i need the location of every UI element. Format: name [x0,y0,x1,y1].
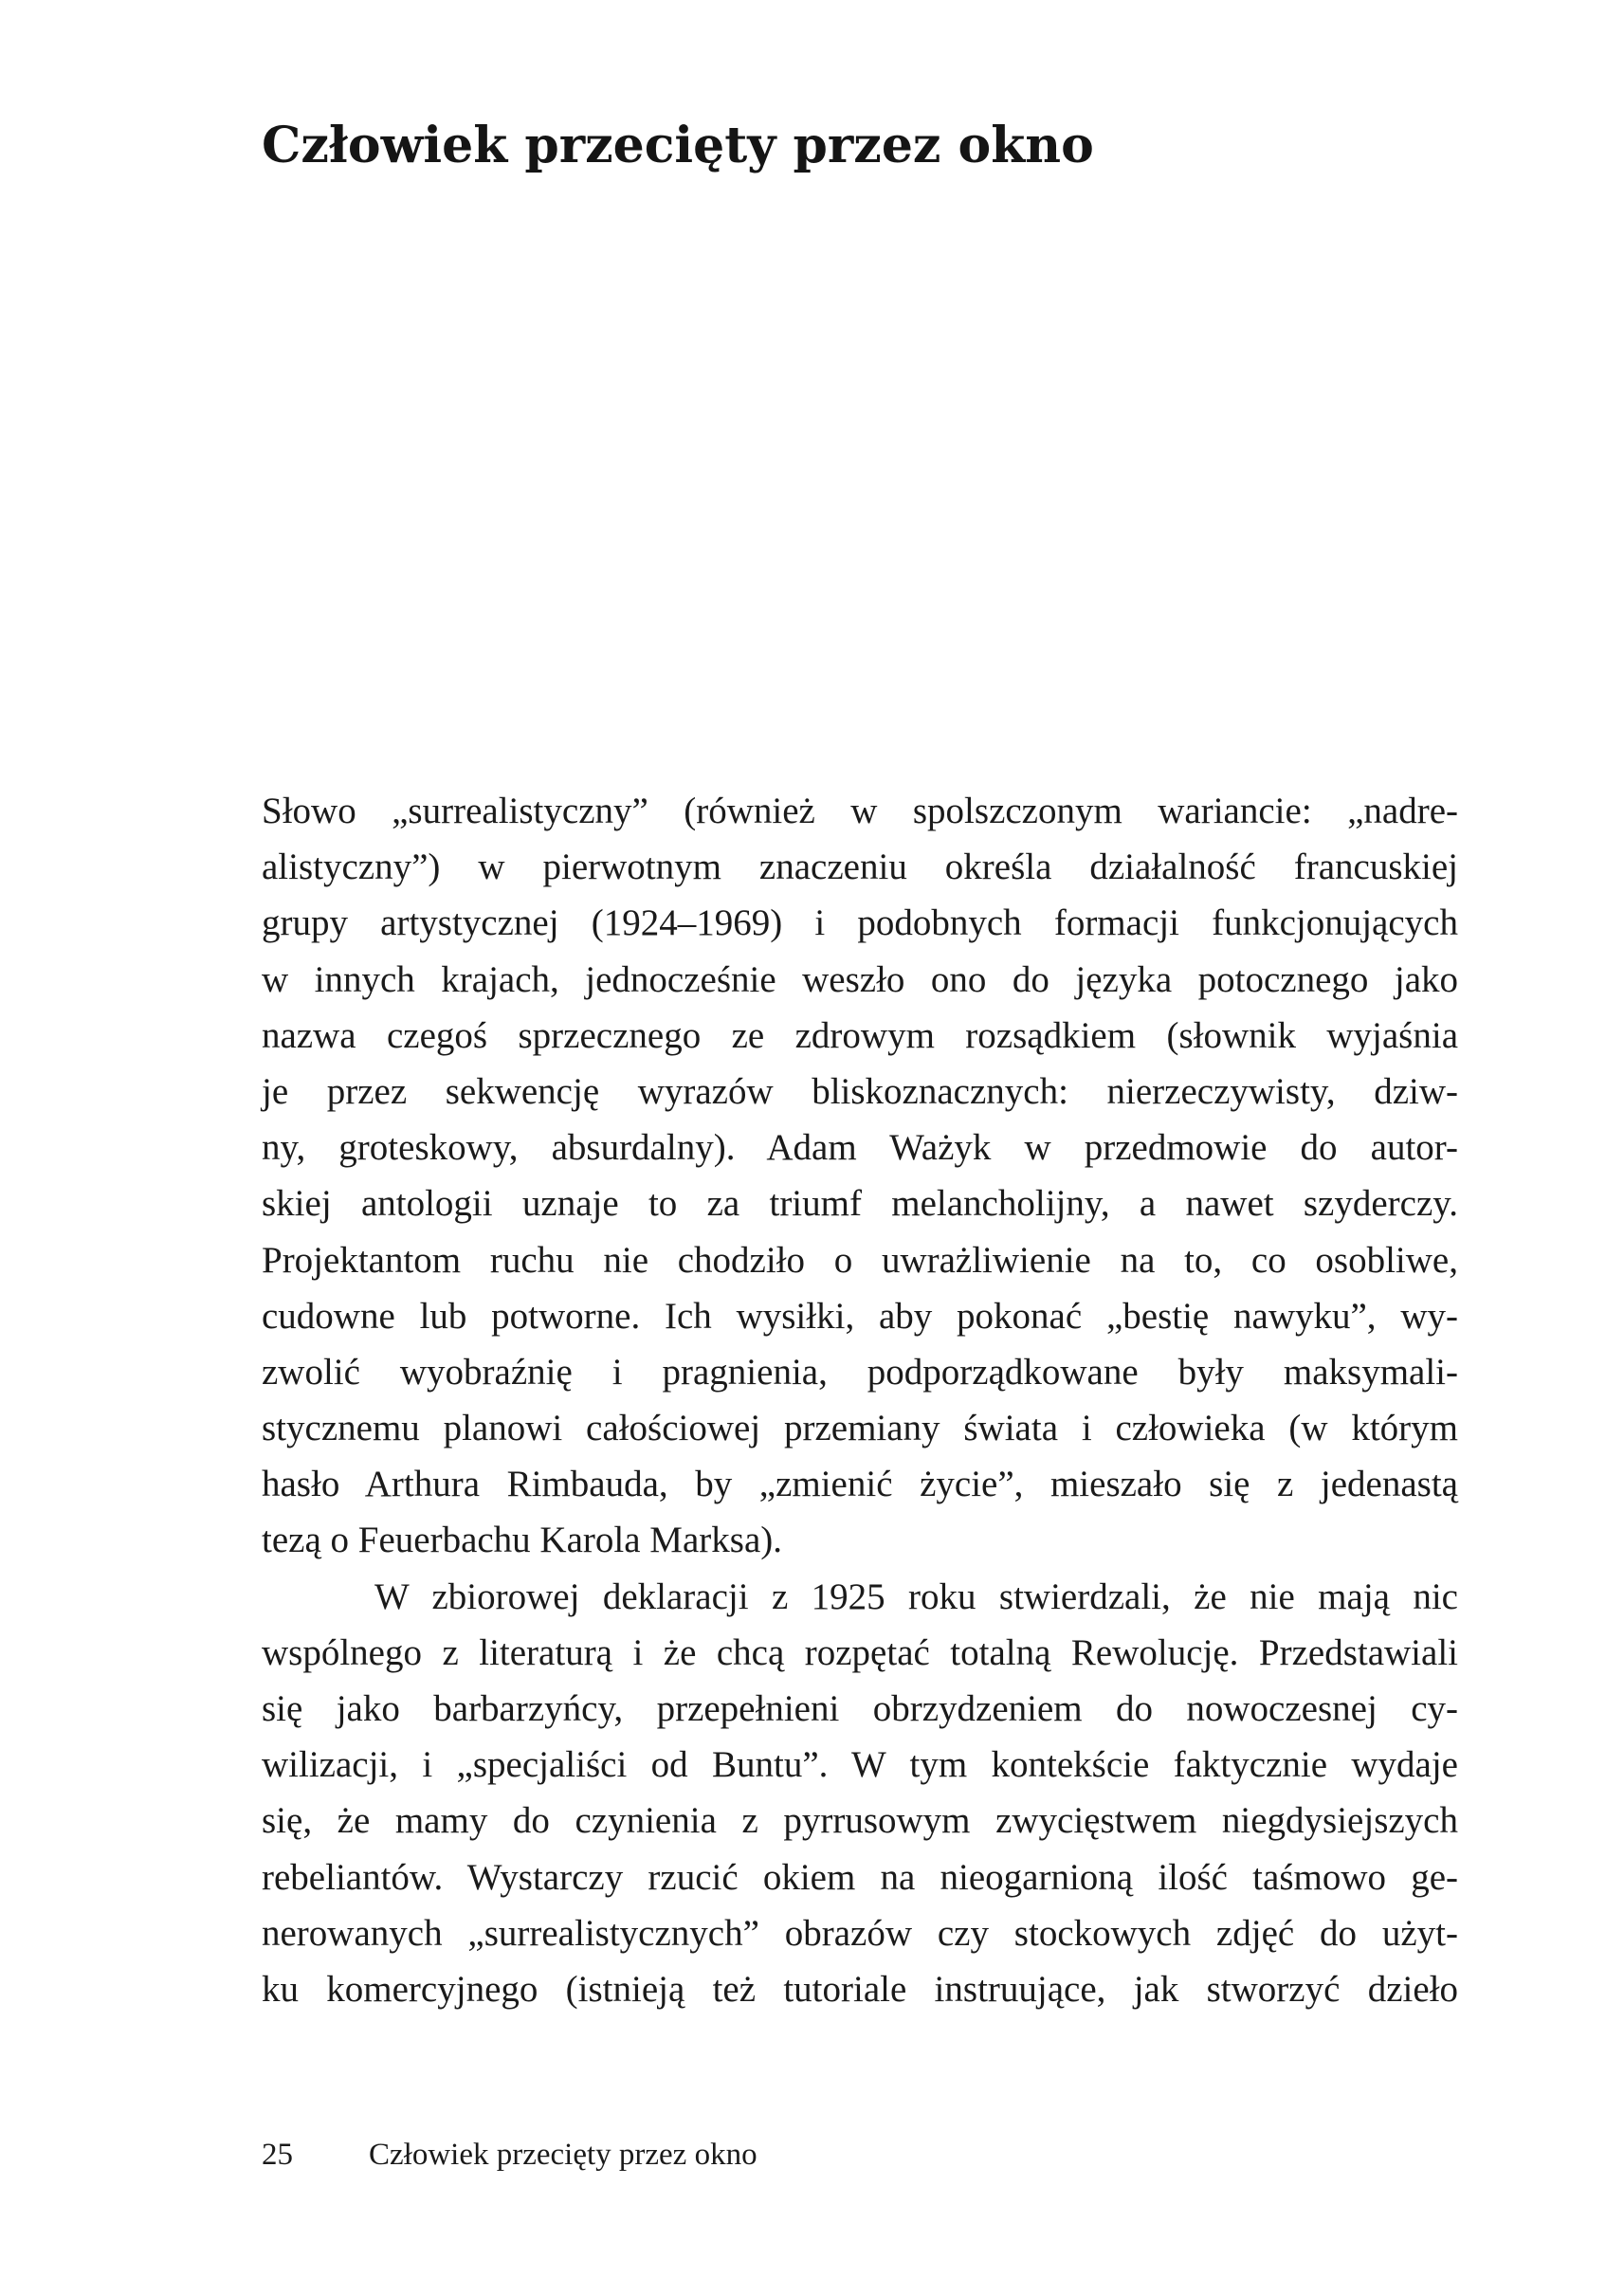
text-line: nerowanych „surrealistycznych” obrazów czy stockowych zdjęć do użyt- [262,1912,1458,1954]
text-line: się, że mamy do czynienia z pyrrusowym zwycięstwem niegdysiejszych [262,1800,1458,1842]
text-line: rebeliantów. Wystarczy rzucić okiem na nieogarnioną ilość taśmowo ge- [262,1856,1458,1898]
chapter-title: Człowiek przecięty przez okno [262,117,1094,174]
text-line: Słowo „surrealistyczny” (również w spolszczonym wariancie: „nadre- [262,791,1458,831]
page-number: 25 [262,2138,293,2172]
text-line: się jako barbarzyńcy, przepełnieni obrzydzeniem do nowoczesnej cy- [262,1688,1458,1729]
text-line: grupy artystycznej (1924–1969) i podobnych formacji funkcjonujących [262,902,1458,944]
text-line: cudowne lub potworne. Ich wysiłki, aby pokonać „bestię nawyku”, wy- [262,1295,1458,1337]
text-line: nazwa czegoś sprzecznego ze zdrowym rozsądkiem (słownik wyjaśnia [262,1014,1458,1056]
text-line: skiej antologii uznaje to za triumf melancholijny, a nawet szyderczy. [262,1183,1458,1225]
text-line: alistyczny”) w pierwotnym znaczeniu określa działalność francuskiej [262,847,1458,888]
text-line: Projektantom ruchu nie chodziło o uwrażliwienie na to, co osobliwe, [262,1239,1458,1281]
text-line: wilizacji, i „specjaliści od Buntu”. W tym kontekście faktycznie wydaje [262,1744,1458,1786]
running-title: Człowiek przecięty przez okno [369,2138,757,2172]
text-line: je przez sekwencję wyrazów bliskoznacznych: nierzeczywisty, dziw- [262,1070,1458,1112]
text-line: stycznemu planowi całościowej przemiany świata i człowieka (w którym [262,1408,1458,1449]
body-text [262,783,1458,2017]
text-line: wspólnego z literaturą i że chcą rozpętać totalną Rewolucję. Przedstawiali [262,1631,1458,1673]
text-line: ku komercyjnego (istnieją też tutoriale instruujące, jak stworzyć dzieło [262,1968,1458,2010]
page-footer [262,2136,757,2174]
text-line: hasło Arthura Rimbauda, by „zmienić życie”, mieszało się z jedenastą [262,1464,1458,1505]
text-line-paragraph-end: tezą o Feuerbachu Karola Marksa). [262,1520,782,1561]
text-line-paragraph-start: W zbiorowej deklaracji z 1925 roku stwierdzali, że nie mają nic [374,1576,1458,1617]
text-line: zwolić wyobraźnię i pragnienia, podporządkowane były maksymali- [262,1351,1458,1393]
text-line: w innych krajach, jednocześnie weszło ono do języka potocznego jako [262,958,1458,1000]
text-line: ny, groteskowy, absurdalny). Adam Ważyk w przedmowie do autor- [262,1127,1458,1169]
